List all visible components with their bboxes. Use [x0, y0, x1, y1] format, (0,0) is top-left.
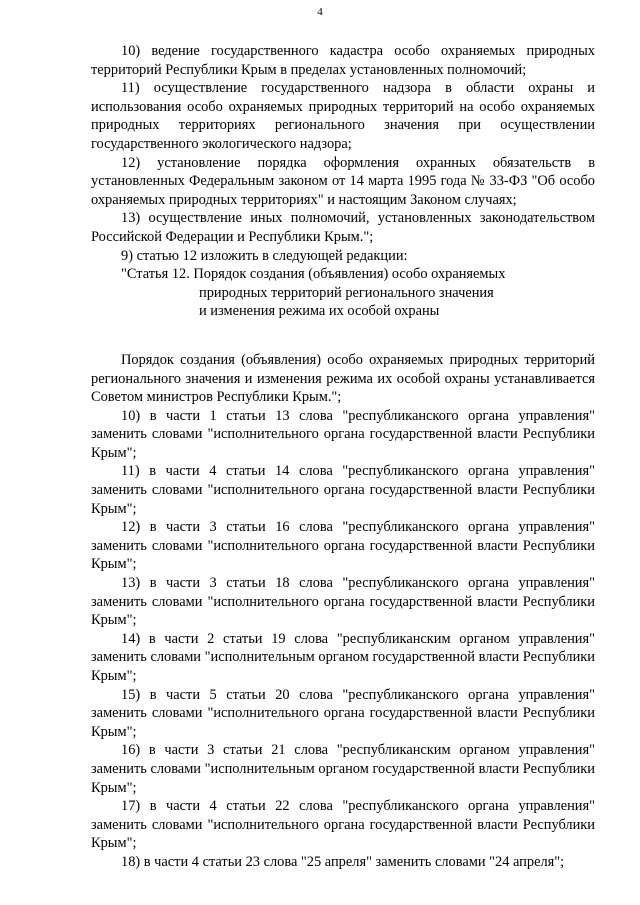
- paragraph-item-12: 12) установление порядка оформления охранных обязательств в установленных Федеральным законом от 14 марта 1995 года № 33-ФЗ "Об особо охраняемых природных территориях" и настоящим Законом случаях;: [91, 154, 595, 208]
- amendment-14: 14) в части 2 статьи 19 слова "республиканским органом управления" заменить словами "исполнительным органом государственной власти Республики Крым";: [91, 630, 595, 684]
- document-body: [91, 42, 595, 872]
- article-12-heading: [91, 265, 595, 321]
- amendment-15: 15) в части 5 статьи 20 слова "республиканского органа управления" заменить словами "исполнительного органа государственной власти Республики Крым";: [91, 686, 595, 740]
- article-heading-line-1: "Статья 12. Порядок создания (объявления) особо охраняемых: [121, 266, 506, 283]
- article-heading-line-2: природных территорий регионального значения: [199, 284, 494, 301]
- paragraph-item-13: 13) осуществление иных полномочий, установленных законодательством Российской Федерации и Республики Крым.";: [91, 210, 595, 245]
- amendment-17: 17) в части 4 статьи 22 слова "республиканского органа управления" заменить словами "исполнительного органа государственной власти Республики Крым";: [91, 798, 595, 852]
- amendment-11: 11) в части 4 статьи 14 слова "республиканского органа управления" заменить словами "исполнительного органа государственной власти Республики Крым";: [91, 463, 595, 517]
- amendment-13: 13) в части 3 статьи 18 слова "республиканского органа управления" заменить словами "исполнительного органа государственной власти Республики Крым";: [91, 575, 595, 629]
- amendment-10: 10) в части 1 статьи 13 слова "республиканского органа управления" заменить словами "исполнительного органа государственной власти Республики Крым";: [91, 407, 595, 461]
- article-spacer: [91, 321, 595, 351]
- paragraph-item-9: 9) статью 12 изложить в следующей редакции:: [121, 247, 408, 264]
- article-heading-line-3: и изменения режима их особой охраны: [199, 303, 440, 320]
- paragraph-item-11: 11) осуществление государственного надзора в области охраны и использования особо охраняемых природных территорий на особо охраняемых природных территориях регионального значения при осуществлении государственного экологического надзора;: [91, 80, 595, 152]
- amendment-12: 12) в части 3 статьи 16 слова "республиканского органа управления" заменить словами "исполнительного органа государственной власти Республики Крым";: [91, 519, 595, 573]
- article-12-body: Порядок создания (объявления) особо охраняемых природных территорий регионального значения и изменения режима их особой охраны устанавливается Советом министров Республики Крым.";: [91, 351, 595, 406]
- page-number: 4: [317, 6, 323, 18]
- amendment-16: 16) в части 3 статьи 21 слова "республиканским органом управления" заменить словами "исполнительным органом государственной власти Республики Крым";: [91, 742, 595, 796]
- amendment-18: 18) в части 4 статьи 23 слова "25 апреля" заменить словами "24 апреля";: [121, 853, 565, 870]
- paragraph-item-10: 10) ведение государственного кадастра особо охраняемых природных территорий Республики Крым в пределах установленных полномочий;: [91, 43, 595, 78]
